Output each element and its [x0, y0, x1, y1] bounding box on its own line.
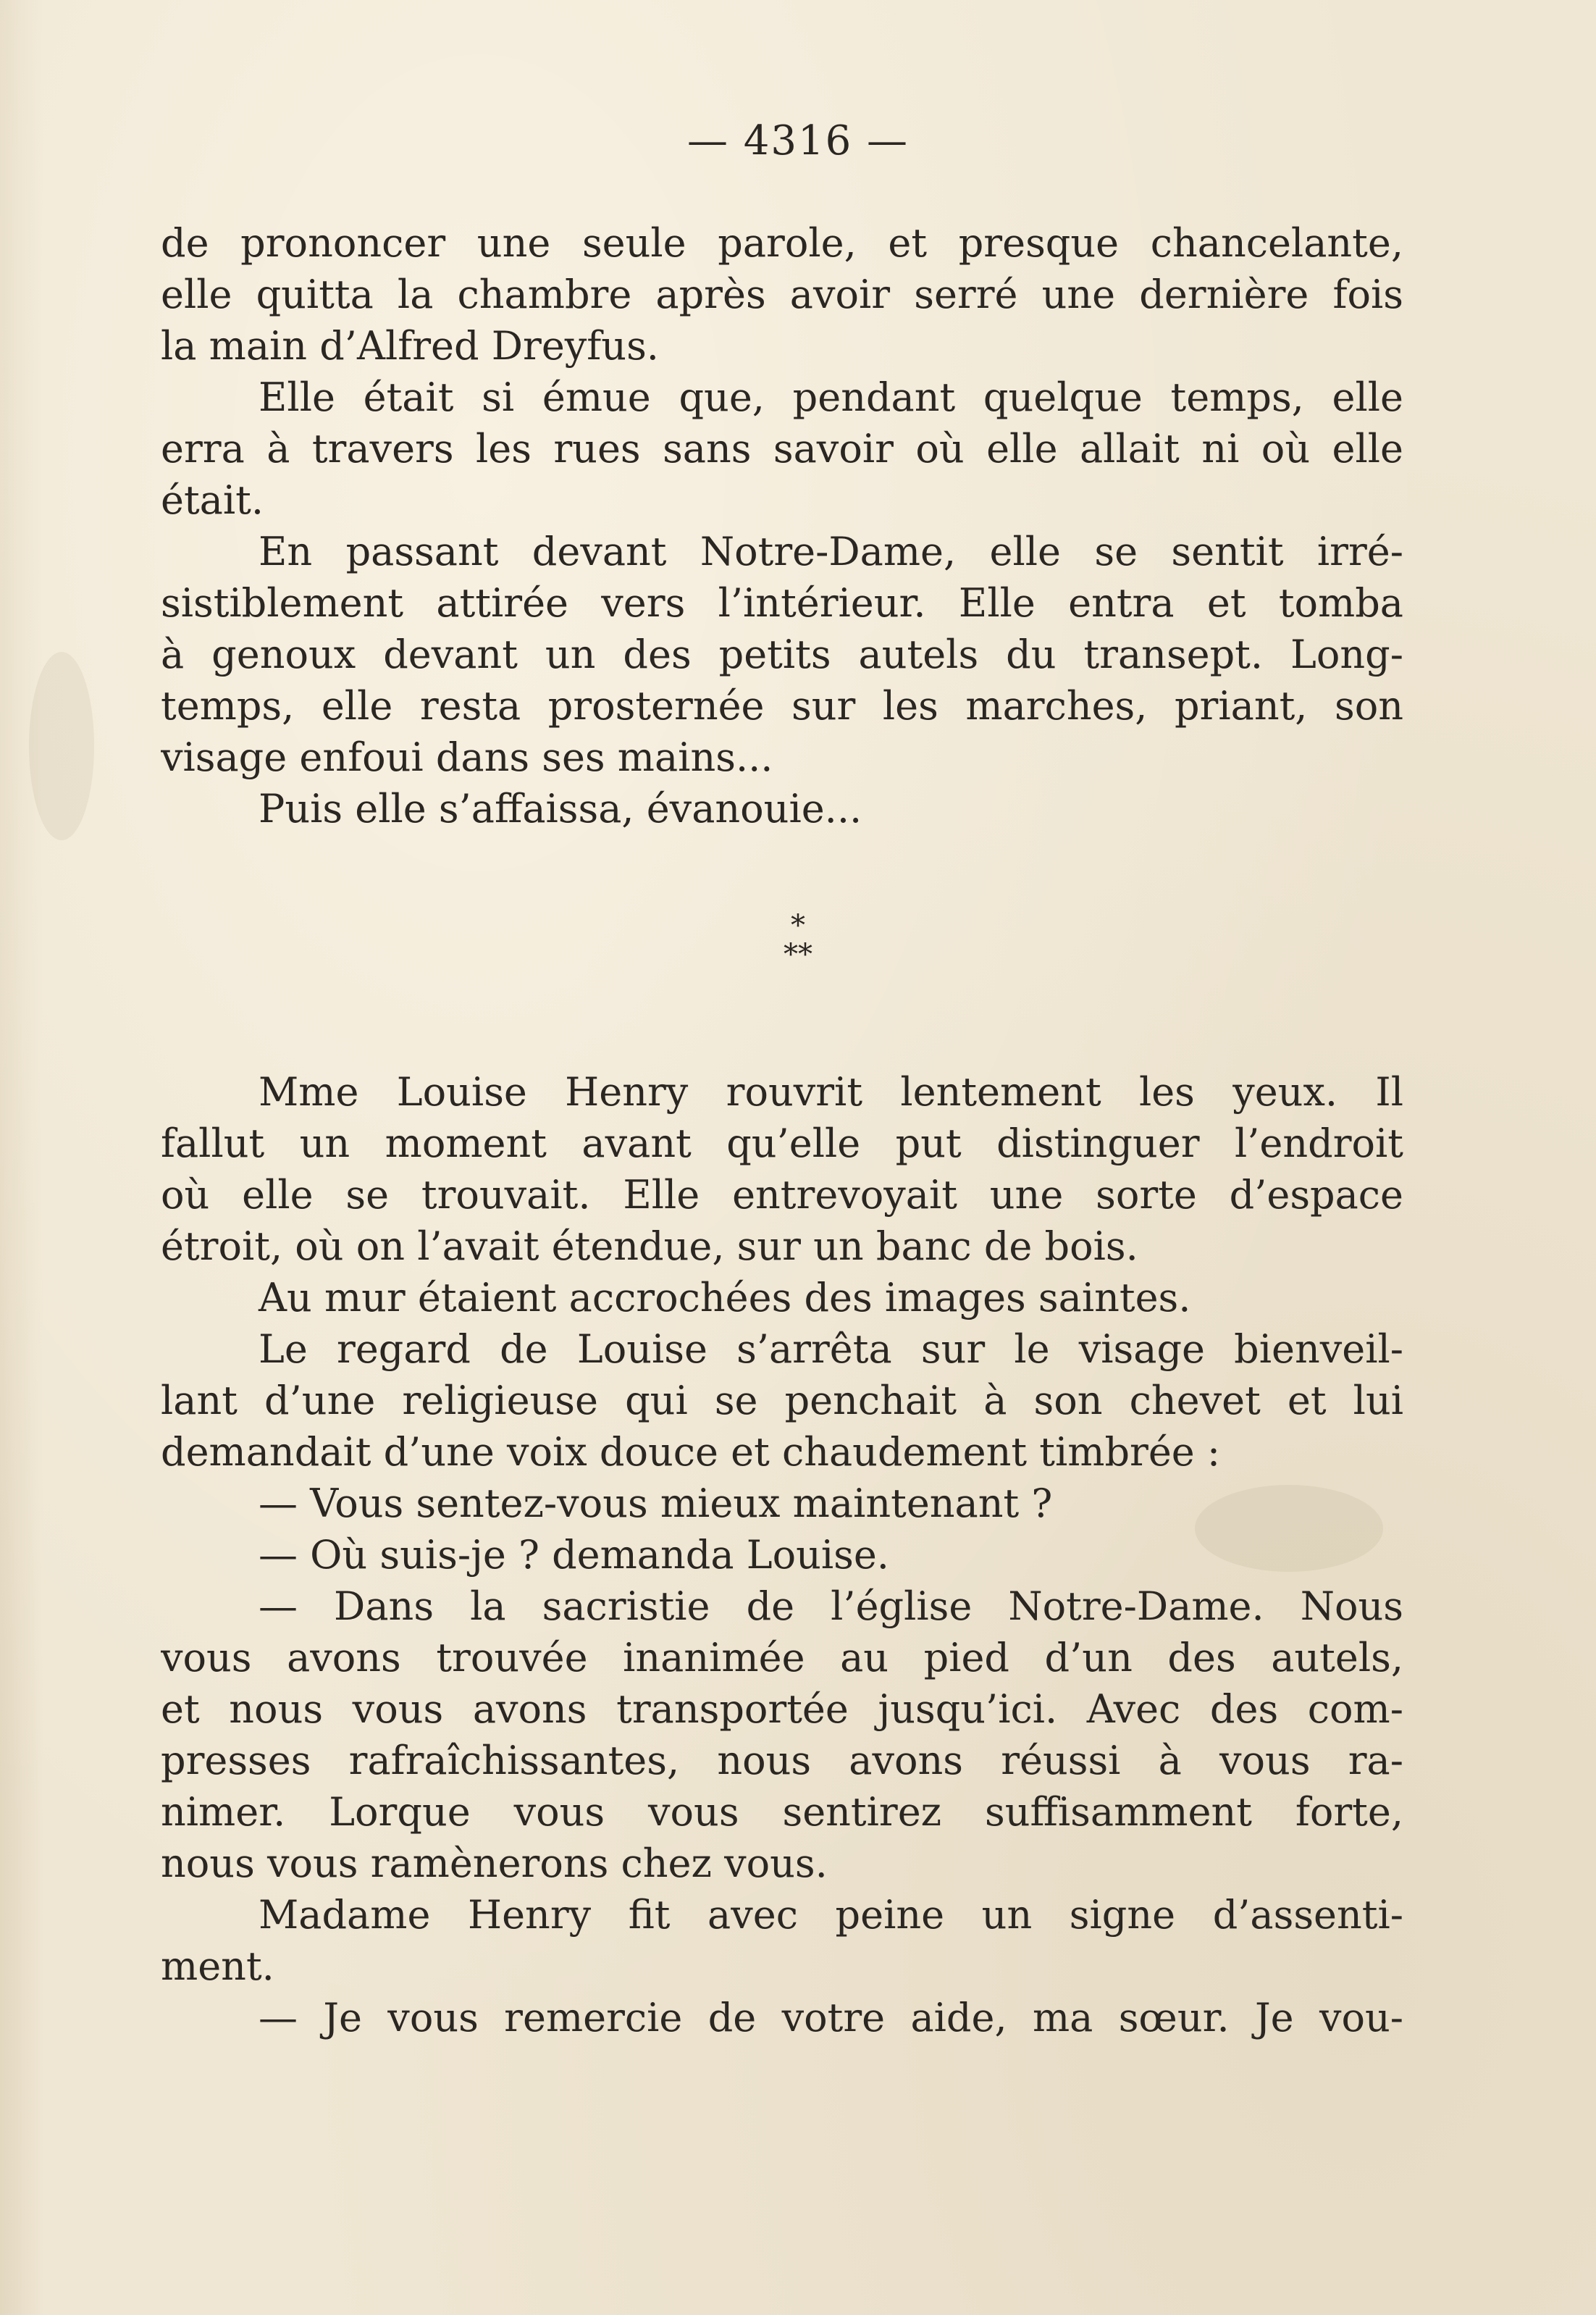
text-line: vous avons trouvée inanimée au pied d’un des autels,: [161, 1635, 1403, 1680]
text-line: Elle était si émue que, pendant quelque temps, elle: [259, 374, 1403, 420]
text-line: Mme Louise Henry rouvrit lentement les yeux. Il: [259, 1069, 1403, 1115]
text-line: lant d’une religieuse qui se penchait à son chevet et lui: [161, 1378, 1403, 1423]
text-line: Puis elle s’affaissa, évanouie...: [259, 786, 862, 832]
text-line: était.: [161, 477, 264, 523]
text-line: ment.: [161, 1943, 274, 1989]
asterism-top: *: [791, 909, 805, 942]
text-line: à genoux devant un des petits autels du transept. Long-: [161, 632, 1403, 677]
text-line: la main d’Alfred Dreyfus.: [161, 323, 659, 369]
text-line: et nous vous avons transportée jusqu’ici. Avec des com-: [161, 1686, 1403, 1732]
text-line: Au mur étaient accrochées des images saintes.: [259, 1275, 1191, 1320]
text-line: nimer. Lorque vous vous sentirez suffisamment forte,: [161, 1789, 1403, 1835]
text-line: fallut un moment avant qu’elle put distinguer l’endroit: [161, 1121, 1403, 1166]
text-line: où elle se trouvait. Elle entrevoyait une sorte d’espace: [161, 1172, 1403, 1218]
asterism-bottom: **: [784, 938, 812, 971]
text-line: En passant devant Notre-Dame, elle se sentit irré-: [259, 529, 1403, 574]
text-line: temps, elle resta prosternée sur les marches, priant, son: [161, 683, 1403, 729]
dialogue-line: — Vous sentez-vous mieux maintenant ?: [259, 1481, 1053, 1526]
text-line: visage enfoui dans ses mains...: [161, 734, 773, 780]
text-line: de prononcer une seule parole, et presque chancelante,: [161, 220, 1403, 266]
text-line: demandait d’une voix douce et chaudement timbrée :: [161, 1429, 1221, 1475]
text-line: presses rafraîchissantes, nous avons réussi à vous ra-: [161, 1738, 1403, 1783]
text-line: elle quitta la chambre après avoir serré une dernière fois: [161, 272, 1403, 317]
section-separator-asterism: [0, 911, 1596, 969]
dialogue-line: — Je vous remercie de votre aide, ma sœur. Je vou-: [259, 1995, 1403, 2040]
text-line: sistiblement attirée vers l’intérieur. Elle entra et tomba: [161, 580, 1403, 626]
text-line: nous vous ramènerons chez vous.: [161, 1841, 828, 1886]
page-number: — 4316 —: [686, 117, 910, 164]
paper-stain: [29, 652, 94, 840]
text-line: Le regard de Louise s’arrêta sur le visage bienveil-: [259, 1326, 1403, 1372]
paragraph-block-two: [161, 1066, 1403, 2043]
paragraph-block-one: [161, 217, 1403, 834]
dialogue-line: — Où suis-je ? demanda Louise.: [259, 1532, 889, 1578]
text-line: étroit, où on l’avait étendue, sur un banc de bois.: [161, 1223, 1138, 1269]
text-line: erra à travers les rues sans savoir où elle allait ni où elle: [161, 426, 1403, 472]
dialogue-line: — Dans la sacristie de l’église Notre-Dame. Nous: [259, 1583, 1403, 1629]
text-line: Madame Henry fit avec peine un signe d’assenti-: [259, 1892, 1403, 1938]
